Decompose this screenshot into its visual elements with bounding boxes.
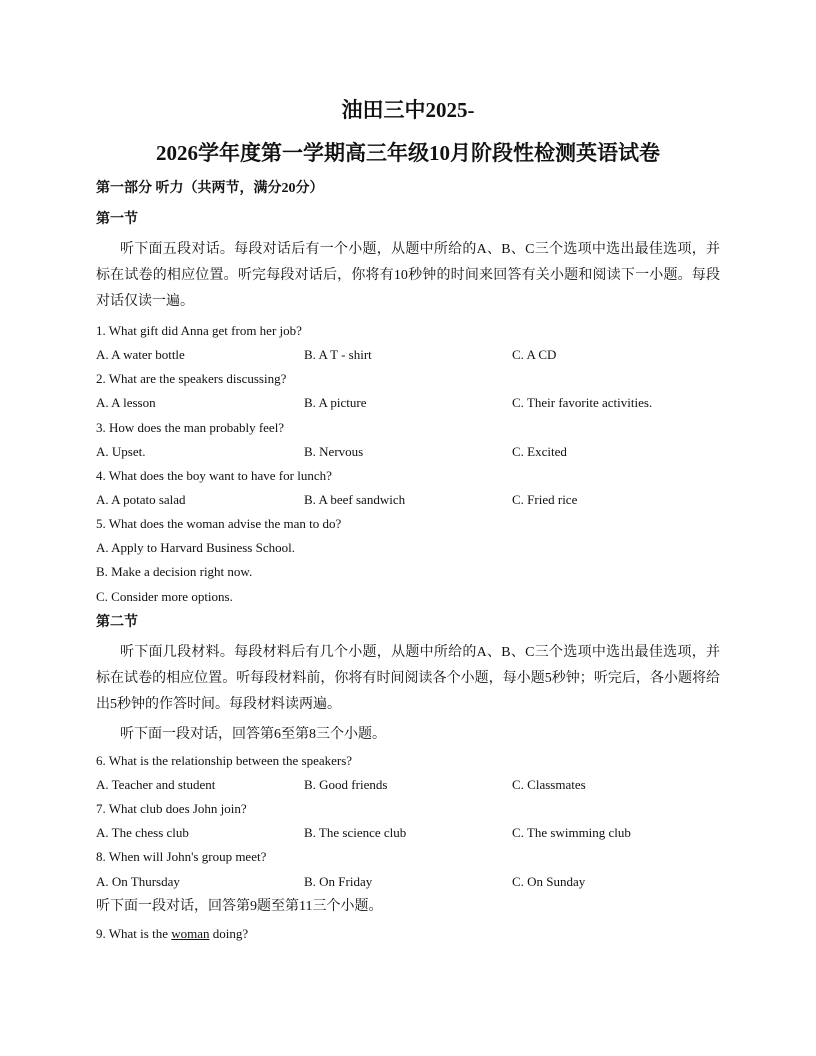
dialog2-intro: 听下面一段对话，回答第9题至第11三个小题。 [96,899,383,914]
option-1b: B. A T - shirt [304,347,372,362]
option-2a: A. A lesson [96,395,156,410]
question-7: 7. What club does John join? [96,801,247,816]
option-3b: B. Nervous [304,444,364,459]
option-5b: B. Make a decision right now. [96,564,253,579]
option-5c: C. Consider more options. [96,589,233,604]
question-8: 8. When will John's group meet? [96,849,267,864]
question-1: 1. What gift did Anna get from her job? [96,323,302,338]
section1-instructions: 听下面五段对话。每段对话后有一个小题，从题中所给的A、B、C三个选项中选出最佳选项，并标在试卷的相应位置。听完每段对话后，你将有10秒钟的时间来回答有关小题和阅读下一小题。每段对话仅读一遍。 [96,242,720,309]
exam-title-line2: 2026学年度第一学期高三年级10月阶段性检测英语试卷 [156,141,660,165]
section1-heading: 第一节 [96,212,138,227]
option-8a: A. On Thursday [96,874,180,889]
question-3: 3. How does the man probably feel? [96,420,285,435]
section2-instructions: 听下面几段材料。每段材料后有几个小题，从题中所给的A、B、C三个选项中选出最佳选项，并标在试卷的相应位置。听每段材料前，你将有时间阅读各个小题，每小题5秒钟；听完后，各小题将给出5秒钟的作答时间。每段材料读两遍。 [96,645,720,712]
option-8c: C. On Sunday [512,874,586,889]
question-9 [96,926,248,942]
question-6: 6. What is the relationship between the speakers? [96,753,353,768]
option-7a: A. The chess club [96,825,189,840]
question-4: 4. What does the boy want to have for lunch? [96,468,332,483]
option-3c: C. Excited [512,444,567,459]
option-7b: B. The science club [304,825,407,840]
option-5a: A. Apply to Harvard Business School. [96,540,295,555]
option-2b: B. A picture [304,395,367,410]
option-1a: A. A water bottle [96,347,185,362]
option-8b: B. On Friday [304,874,373,889]
option-7c: C. The swimming club [512,825,631,840]
option-6c: C. Classmates [512,777,586,792]
option-2c: C. Their favorite activities. [512,395,653,410]
option-6a: A. Teacher and student [96,777,216,792]
option-4b: B. A beef sandwich [304,492,406,507]
question-2: 2. What are the speakers discussing? [96,371,287,386]
question-9-prefix: 9. What is the [96,926,172,941]
part1-heading: 第一部分 听力（共两节，满分20分） [96,181,324,196]
exam-title-line1: 油田三中2025- [341,98,475,122]
section2-heading: 第二节 [96,615,138,630]
question-9-underlined-word: woman [171,926,210,941]
question-5: 5. What does the woman advise the man to do? [96,516,342,531]
question-9-suffix: doing? [209,926,249,941]
option-6b: B. Good friends [304,777,388,792]
dialog1-intro: 听下面一段对话，回答第6至第8三个小题。 [120,727,386,742]
option-4c: C. Fried rice [512,492,578,507]
option-4a: A. A potato salad [96,492,186,507]
option-1c: C. A CD [512,347,557,362]
option-3a: A. Upset. [96,444,146,459]
